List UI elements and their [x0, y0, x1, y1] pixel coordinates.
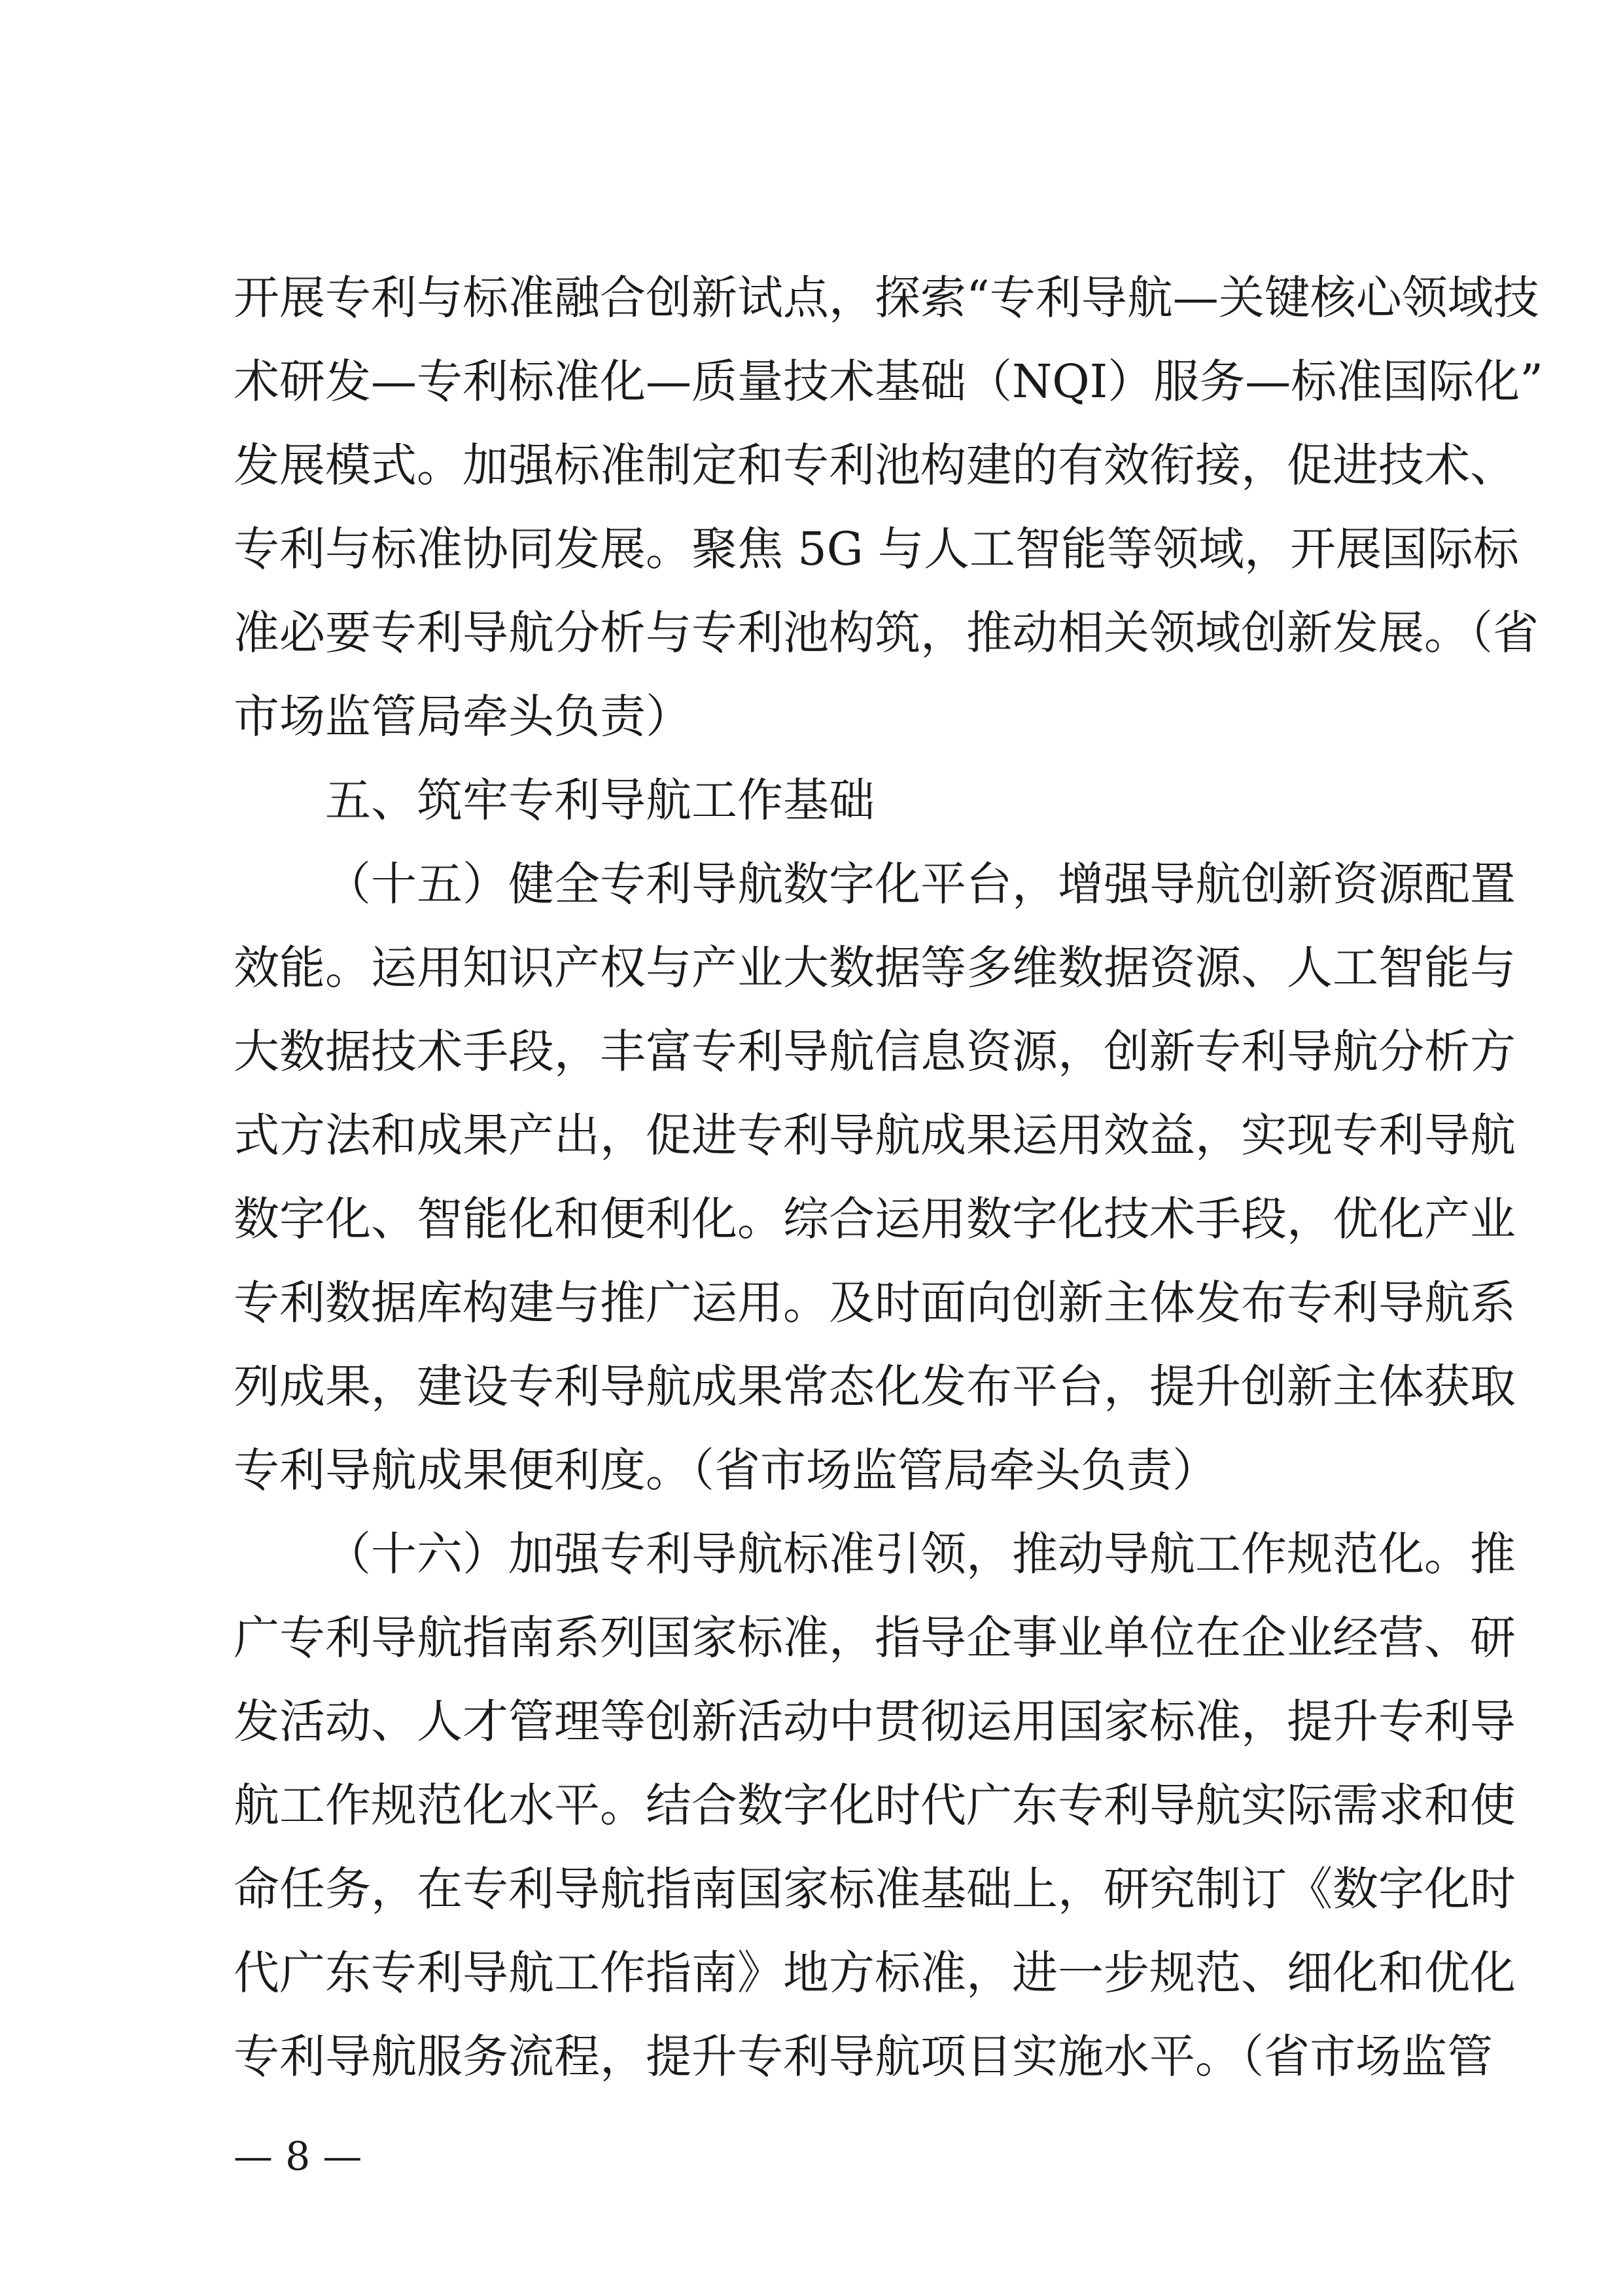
body-line: 代广东专利导航工作指南》地方标准，进一步规范、细化和优化 — [234, 1946, 1516, 2000]
body-line: 专利数据库构建与推广运用。及时面向创新主体发布专利导航系 — [234, 1276, 1516, 1330]
body-line: 发活动、人才管理等创新活动中贯彻运用国家标准，提升专利导 — [234, 1695, 1516, 1748]
page-number: — 8 — — [234, 2134, 362, 2180]
body-line: 航工作规范化水平。结合数字化时代广东专利导航实际需求和使 — [234, 1778, 1516, 1832]
body-line: （十六）加强专利导航标准引领，推动导航工作规范化。推 — [325, 1527, 1516, 1581]
body-line: 效能。运用知识产权与产业大数据等多维数据资源、人工智能与 — [234, 941, 1516, 995]
body-line: 专利导航成果便利度。（省市场监管局牵头负责） — [234, 1443, 1218, 1497]
body-line: 开展专利与标准融合创新试点，探索“专利导航—关键核心领域技 — [234, 271, 1539, 325]
body-line: （十五）健全专利导航数字化平台，增强导航创新资源配置 — [325, 857, 1516, 911]
body-line: 术研发—专利标准化—质量技术基础（NQI）服务—标准国际化” — [234, 355, 1544, 408]
body-line: 命任务，在专利导航指南国家标准基础上，研究制订《数字化时 — [234, 1862, 1516, 1916]
body-line: 市场监管局牵头负责） — [234, 690, 691, 743]
body-line: 准必要专利导航分析与专利池构筑，推动相关领域创新发展。（省 — [234, 606, 1539, 660]
body-line: 广专利导航指南系列国家标准，指导企事业单位在企业经营、研 — [234, 1611, 1516, 1665]
section-heading: 五、筑牢专利导航工作基础 — [325, 773, 875, 827]
body-line: 专利导航服务流程，提升专利导航项目实施水平。（省市场监管 — [234, 2030, 1493, 2083]
body-line: 发展模式。加强标准制定和专利池构建的有效衔接，促进技术、 — [234, 438, 1516, 492]
body-line: 式方法和成果产出，促进专利导航成果运用效益，实现专利导航 — [234, 1108, 1516, 1162]
body-line: 数字化、智能化和便利化。综合运用数字化技术手段，优化产业 — [234, 1192, 1516, 1246]
body-line: 大数据技术手段，丰富专利导航信息资源，创新专利导航分析方 — [234, 1025, 1516, 1078]
body-line: 列成果，建设专利导航成果常态化发布平台，提升创新主体获取 — [234, 1360, 1516, 1413]
body-line: 专利与标准协同发展。聚焦 5G 与人工智能等领域，开展国际标 — [234, 522, 1519, 576]
